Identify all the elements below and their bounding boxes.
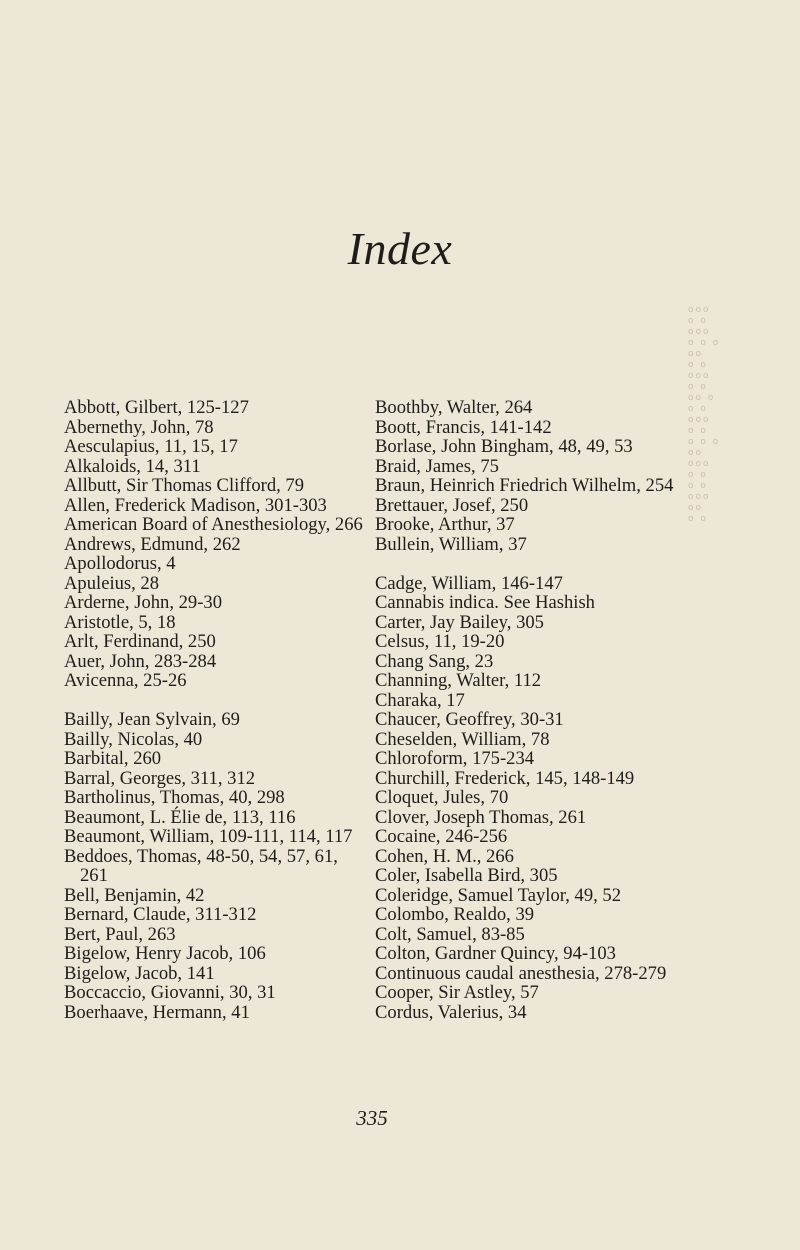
decorative-bleed-dots: ooo o o ooo o o o oo o o ooo o o oo o o o ooo o o o o o oo ooo o o o o ooo oo o o (688, 305, 721, 524)
index-entry: Allbutt, Sir Thomas Clifford, 79 (64, 475, 305, 496)
index-entry: Avicenna, 25-26 (64, 670, 187, 691)
index-entry: Bigelow, Henry Jacob, 106 (64, 943, 266, 964)
letter-gap (64, 691, 364, 711)
index-entry: American Board of Anesthesiology, 266 (64, 514, 363, 535)
index-entry: Bell, Benjamin, 42 (64, 884, 205, 906)
index-entry: Celsus, 11, 19-20 (375, 631, 505, 652)
index-entry: Beddoes, Thomas, 48-50, 54, 57, 61, 261 (64, 845, 338, 886)
index-entry: Coleridge, Samuel Taylor, 49, 52 (375, 884, 622, 906)
index-entry: Allen, Frederick Madison, 301-303 (64, 494, 327, 516)
index-entry: Cohen, H. M., 266 (375, 845, 514, 867)
index-entry: Boott, Francis, 141-142 (375, 416, 552, 438)
index-entry: Cheselden, William, 78 (375, 728, 550, 750)
index-entry: Channing, Walter, 112 (375, 670, 542, 691)
index-entry: Boerhaave, Hermann, 41 (64, 1001, 250, 1023)
index-entry: Colombo, Realdo, 39 (375, 904, 535, 925)
index-entry: Cocaine, 246-256 (375, 826, 508, 847)
index-entry: Chaucer, Geoffrey, 30-31 (375, 709, 564, 730)
index-entry: Coler, Isabella Bird, 305 (375, 865, 558, 886)
index-entry: Arderne, John, 29-30 (64, 592, 223, 613)
index-entry: Cloquet, Jules, 70 (375, 787, 509, 808)
index-entry: Colt, Samuel, 83-85 (375, 923, 525, 945)
letter-gap (375, 554, 675, 574)
index-entry: Continuous caudal anesthesia, 278-279 (375, 962, 667, 984)
index-column-left (64, 398, 364, 1022)
index-group-a (64, 398, 364, 691)
index-entry: Chang Sang, 23 (375, 650, 494, 672)
index-entry: Churchill, Frederick, 145, 148-149 (375, 767, 635, 789)
index-entry: Bailly, Jean Sylvain, 69 (64, 709, 240, 730)
index-entry: Brooke, Arthur, 37 (375, 514, 515, 535)
index-entry: Aesculapius, 11, 15, 17 (64, 436, 238, 457)
index-entry: Brettauer, Josef, 250 (375, 494, 529, 516)
index-entry: Boothby, Walter, 264 (375, 397, 533, 418)
index-entry: Beaumont, L. Élie de, 113, 116 (64, 806, 296, 828)
index-entry: Colton, Gardner Quincy, 94-103 (375, 943, 616, 964)
index-entry: Bullein, William, 37 (375, 533, 527, 555)
index-entry: Abernethy, John, 78 (64, 416, 214, 438)
index-entry: Barral, Georges, 311, 312 (64, 767, 256, 789)
index-entry: Bert, Paul, 263 (64, 923, 176, 945)
index-entry: Abbott, Gilbert, 125-127 (64, 397, 249, 418)
index-entry: Clover, Joseph Thomas, 261 (375, 806, 587, 828)
index-entry: Auer, John, 283-284 (64, 650, 217, 672)
index-entry: Andrews, Edmund, 262 (64, 533, 241, 555)
index-column-right (375, 398, 675, 1022)
index-entry: Braun, Heinrich Friedrich Wilhelm, 254 (375, 475, 674, 496)
index-entry: Cannabis indica. See Hashish (375, 592, 595, 613)
index-entry: Bernard, Claude, 311-312 (64, 904, 257, 925)
index-entry: Bartholinus, Thomas, 40, 298 (64, 787, 285, 808)
page-title: Index (347, 223, 453, 274)
index-entry: Barbital, 260 (64, 748, 162, 769)
index-entry: Arlt, Ferdinand, 250 (64, 631, 216, 652)
index-entry: Cadge, William, 146-147 (375, 572, 563, 594)
index-entry: Cooper, Sir Astley, 57 (375, 982, 539, 1003)
index-entry: Aristotle, 5, 18 (64, 611, 176, 633)
index-group-b (64, 710, 364, 1022)
index-entry: Chloroform, 175-234 (375, 748, 535, 769)
index-group-b (375, 574, 675, 1023)
index-entry: Carter, Jay Bailey, 305 (375, 611, 544, 633)
index-entry: Apuleius, 28 (64, 572, 160, 594)
index-entry: Bailly, Nicolas, 40 (64, 728, 203, 750)
index-entry: Alkaloids, 14, 311 (64, 455, 201, 477)
index-entry: Cordus, Valerius, 34 (375, 1001, 527, 1023)
index-entry: Borlase, John Bingham, 48, 49, 53 (375, 436, 633, 457)
index-entry: Boccaccio, Giovanni, 30, 31 (64, 982, 276, 1003)
index-group-a (375, 398, 675, 554)
index-entry: Apollodorus, 4 (64, 553, 176, 574)
index-entry: Braid, James, 75 (375, 455, 499, 477)
index-entry: Bigelow, Jacob, 141 (64, 962, 215, 984)
index-entry: Charaka, 17 (375, 689, 465, 711)
index-entry: Beaumont, William, 109-111, 114, 117 (64, 826, 353, 847)
page-number: 335 (356, 1106, 388, 1130)
